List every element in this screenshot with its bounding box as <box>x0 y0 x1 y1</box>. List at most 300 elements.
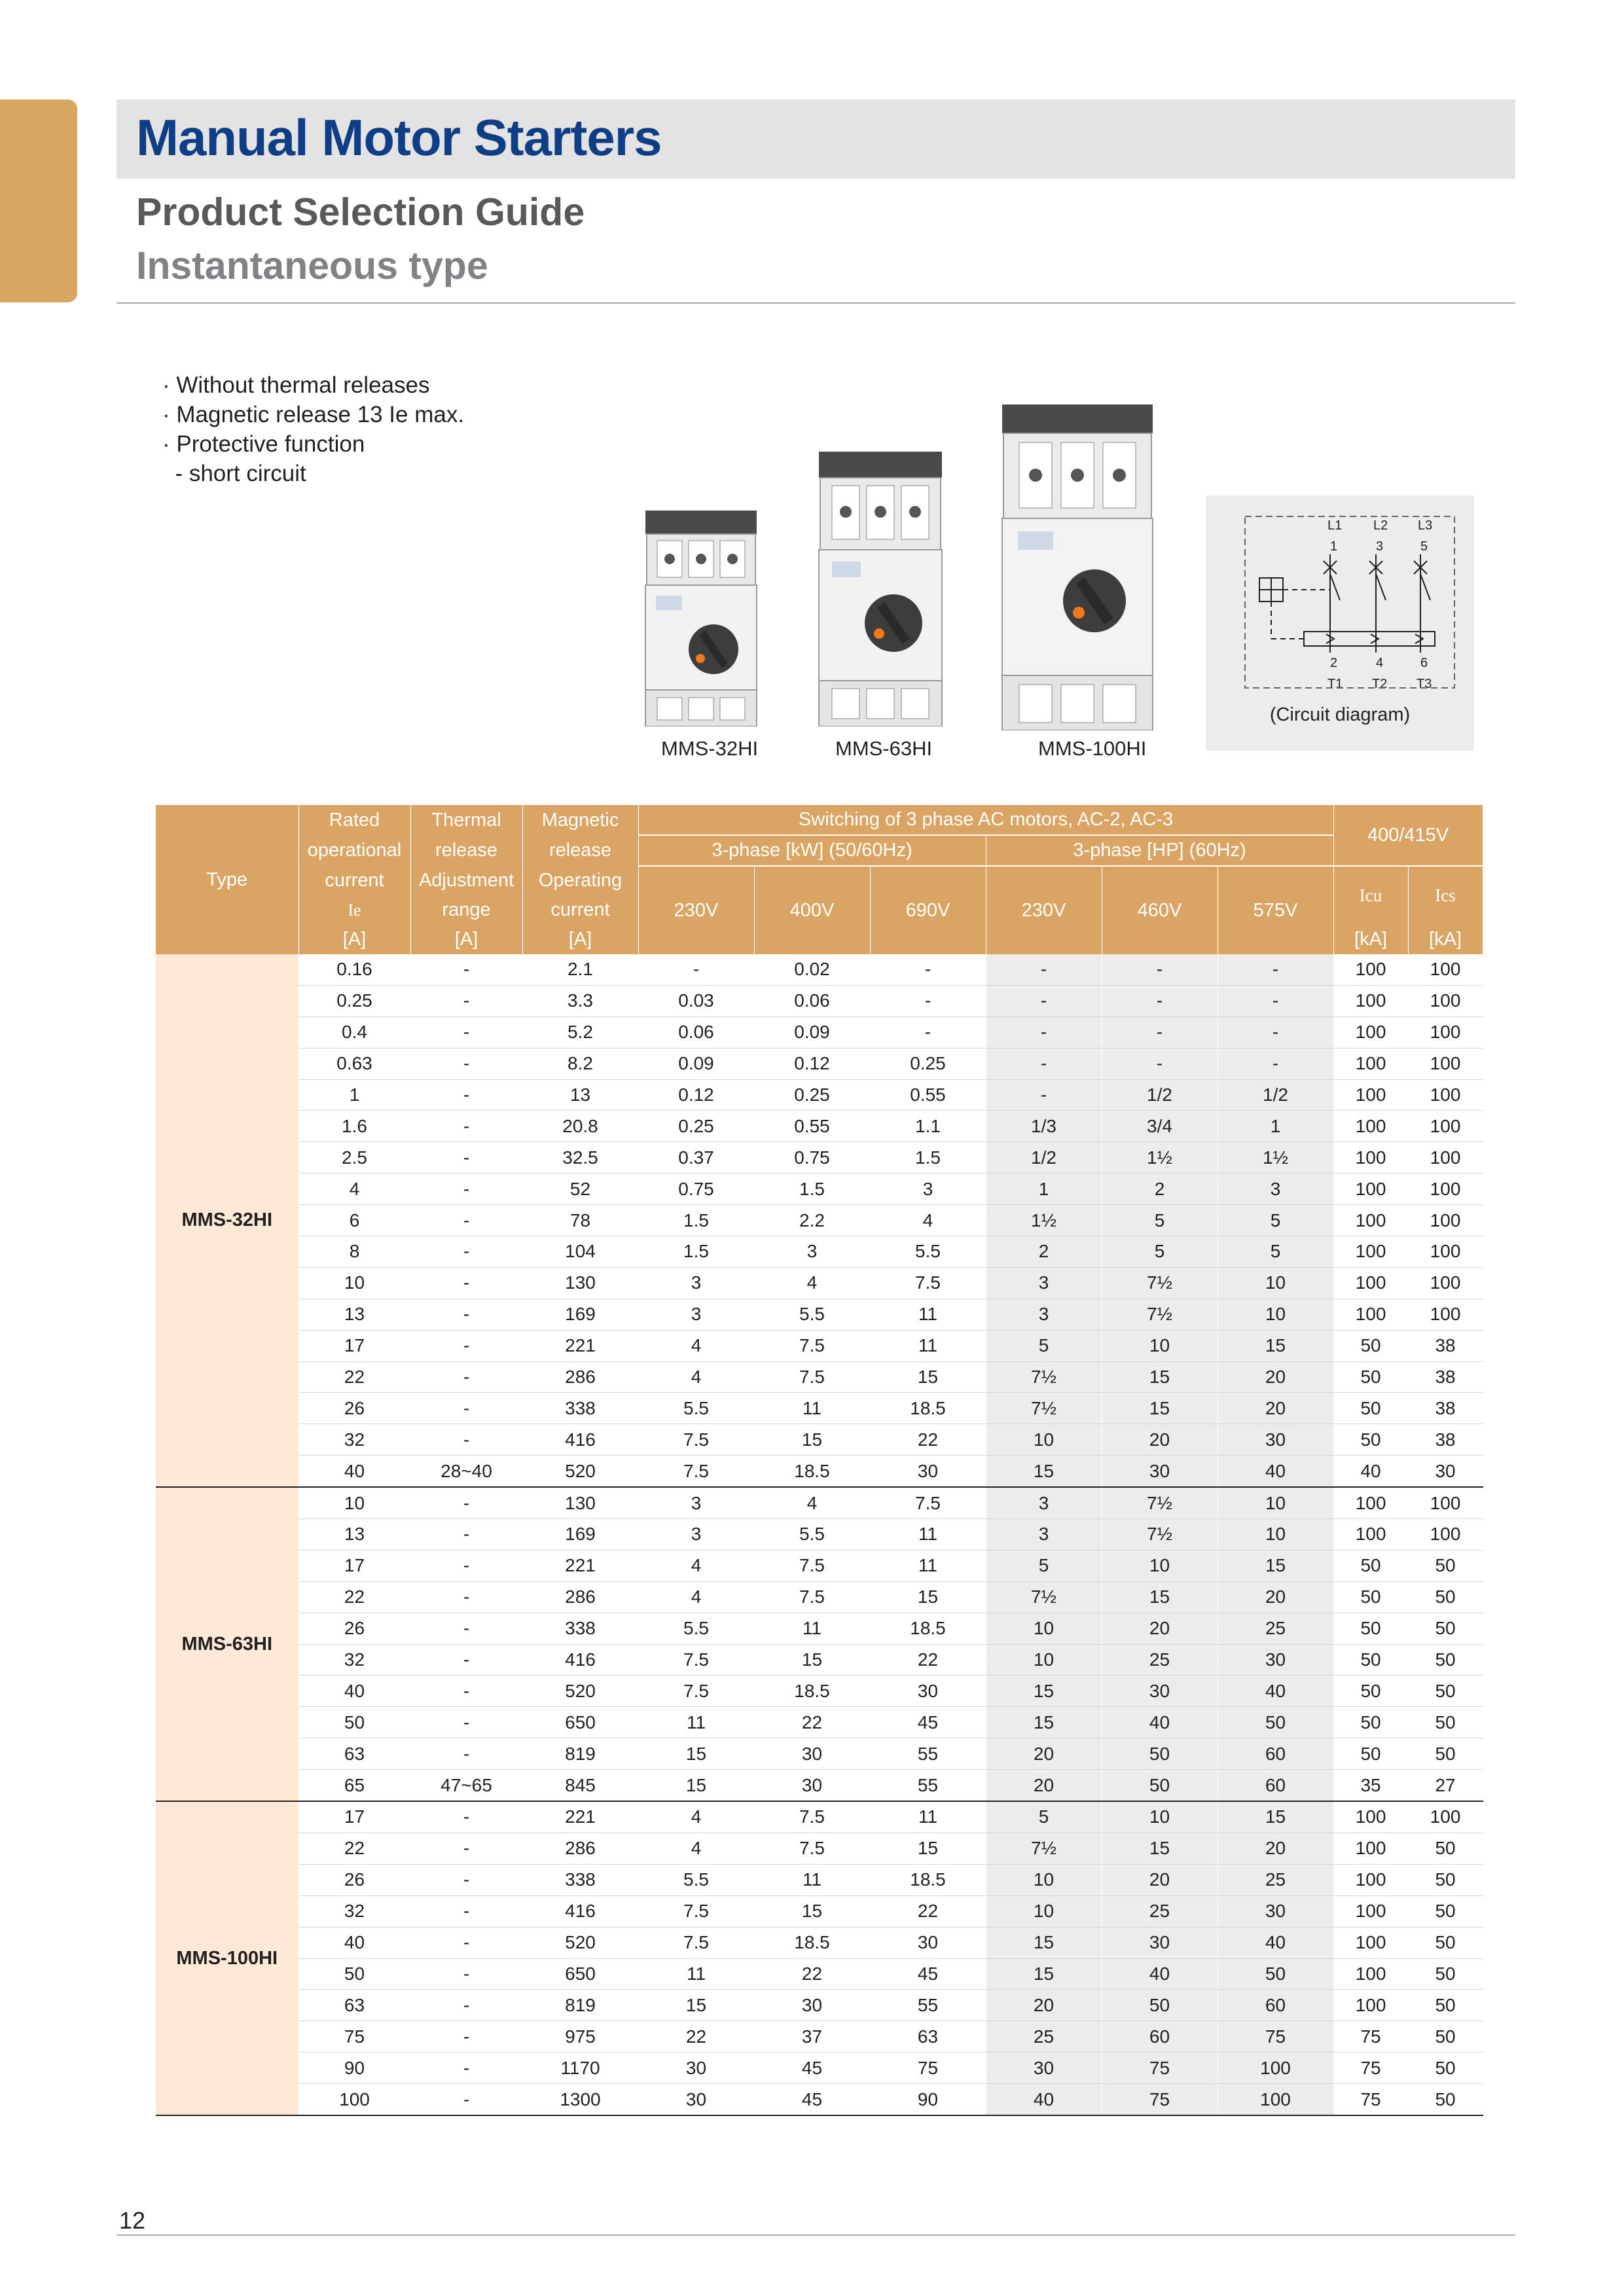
table-cell: 1.6 <box>298 1111 410 1142</box>
table-cell: 40 <box>298 1927 410 1958</box>
table-cell: 30 <box>1102 1456 1218 1487</box>
table-cell: 40 <box>1218 1456 1333 1487</box>
table-row <box>156 1299 1483 1330</box>
table-cell: 1/3 <box>986 1111 1102 1142</box>
table-cell: 13 <box>298 1519 410 1551</box>
table-cell: - <box>410 954 522 985</box>
table-cell: 22 <box>638 2021 754 2053</box>
table-cell: - <box>1218 1048 1333 1079</box>
table-cell: 10 <box>1102 1330 1218 1361</box>
circuit-label: L3 <box>1418 518 1433 533</box>
table-cell: - <box>410 1142 522 1174</box>
table-cell: - <box>870 985 986 1016</box>
table-row <box>156 1707 1483 1738</box>
table-cell: - <box>410 1487 522 1518</box>
table-cell: 100 <box>298 2084 410 2115</box>
table-cell: 819 <box>522 1738 638 1770</box>
table-cell: 7.5 <box>754 1833 870 1864</box>
table-cell: - <box>410 1174 522 1205</box>
table-cell: 100 <box>1408 1487 1483 1518</box>
table-cell: 100 <box>1333 1048 1408 1079</box>
table-cell: 25 <box>1102 1895 1218 1927</box>
table-cell: 6 <box>298 1205 410 1236</box>
table-cell: - <box>410 1424 522 1456</box>
table-header <box>156 805 1483 954</box>
feature-item: - short circuit <box>162 461 306 486</box>
table-cell: 0.55 <box>870 1079 986 1111</box>
table-cell: 7.5 <box>754 1361 870 1393</box>
table-cell: - <box>410 1801 522 1833</box>
table-cell: 4 <box>638 1330 754 1361</box>
table-cell: - <box>410 1550 522 1581</box>
table-cell: 63 <box>298 1990 410 2021</box>
table-cell: 0.02 <box>754 954 870 985</box>
table-cell: 0.75 <box>638 1174 754 1205</box>
table-cell: 819 <box>522 1990 638 2021</box>
page-title: Manual Motor Starters <box>136 109 662 166</box>
table-cell: 50 <box>1333 1330 1408 1361</box>
table-cell: 40 <box>1218 1927 1333 1958</box>
table-cell: 3.3 <box>522 985 638 1016</box>
table-row <box>156 1174 1483 1205</box>
table-cell: 0.16 <box>298 954 410 985</box>
table-cell: 0.09 <box>638 1048 754 1079</box>
table-cell: 338 <box>522 1613 638 1644</box>
table-cell: 1300 <box>522 2084 638 2115</box>
table-cell: 30 <box>870 1456 986 1487</box>
table-cell: 50 <box>1333 1424 1408 1456</box>
circuit-label: 1 <box>1330 539 1338 554</box>
table-cell: 50 <box>1408 1550 1483 1581</box>
table-cell: 100 <box>1333 1111 1408 1142</box>
table-cell: 38 <box>1408 1393 1483 1424</box>
table-cell: 15 <box>754 1895 870 1927</box>
table-cell: 25 <box>1218 1864 1333 1895</box>
table-row <box>156 1236 1483 1268</box>
table-cell: - <box>410 1581 522 1613</box>
table-cell: 15 <box>870 1833 986 1864</box>
table-cell: 18.5 <box>870 1613 986 1644</box>
table-cell: 3 <box>638 1487 754 1518</box>
table-cell: 7.5 <box>754 1581 870 1613</box>
table-cell: 15 <box>1102 1581 1218 1613</box>
table-cell: 1170 <box>522 2053 638 2084</box>
table-cell: 75 <box>1102 2053 1218 2084</box>
table-cell: 26 <box>298 1613 410 1644</box>
table-cell: 50 <box>1408 1613 1483 1644</box>
table-cell: 5 <box>986 1550 1102 1581</box>
table-cell: - <box>986 1016 1102 1048</box>
table-cell: 30 <box>1102 1676 1218 1707</box>
table-cell: 38 <box>1408 1424 1483 1456</box>
table-cell: 100 <box>1333 1990 1408 2021</box>
table-cell: 50 <box>1408 2084 1483 2115</box>
table-row <box>156 1111 1483 1142</box>
table-cell: 25 <box>986 2021 1102 2053</box>
table-cell: - <box>410 1895 522 1927</box>
table-cell: - <box>410 1864 522 1895</box>
table-body <box>156 954 1483 2115</box>
product-caption: MMS-100HI <box>1038 737 1147 760</box>
table-cell: 0.12 <box>754 1048 870 1079</box>
table-cell: 5 <box>1218 1205 1333 1236</box>
circuit-label: 4 <box>1376 656 1384 670</box>
table-cell: 20 <box>1218 1393 1333 1424</box>
circuit-label: 2 <box>1330 656 1338 670</box>
table-cell: 10 <box>1218 1299 1333 1330</box>
table-cell: 11 <box>638 1707 754 1738</box>
product-caption: MMS-32HI <box>661 737 759 760</box>
table-cell: 10 <box>1102 1550 1218 1581</box>
col-header-thermal: range <box>410 895 522 925</box>
feature-item: · Magnetic release 13 Ie max. <box>162 402 465 427</box>
table-cell: 22 <box>754 1958 870 1990</box>
table-row <box>156 1613 1483 1644</box>
table-cell: 0.06 <box>754 985 870 1016</box>
table-cell: 7.5 <box>870 1487 986 1518</box>
table-cell: 50 <box>1218 1958 1333 1990</box>
table-cell: 50 <box>1408 2021 1483 2053</box>
table-cell: 20 <box>1218 1581 1333 1613</box>
table-cell: 11 <box>870 1299 986 1330</box>
table-cell: 100 <box>1333 1895 1408 1927</box>
table-cell: - <box>1218 1016 1333 1048</box>
table-cell: 50 <box>1408 1927 1483 1958</box>
table-cell: 18.5 <box>754 1927 870 1958</box>
table-cell: 100 <box>1408 1048 1483 1079</box>
table-row <box>156 1519 1483 1551</box>
table-cell: 30 <box>638 2084 754 2115</box>
table-cell: 0.25 <box>870 1048 986 1079</box>
product-image-mms-32hi <box>643 511 759 726</box>
table-cell: 26 <box>298 1393 410 1424</box>
table-cell: 7.5 <box>638 1424 754 1456</box>
table-cell: 18.5 <box>870 1864 986 1895</box>
table-cell: 1/2 <box>1218 1079 1333 1111</box>
table-cell: 520 <box>522 1676 638 1707</box>
table-cell: 130 <box>522 1267 638 1299</box>
table-cell: 0.25 <box>754 1079 870 1111</box>
table-cell: 286 <box>522 1833 638 1864</box>
table-cell: 100 <box>1408 1801 1483 1833</box>
table-cell: 100 <box>1333 1016 1408 1048</box>
table-cell: 15 <box>754 1424 870 1456</box>
table-cell: 10 <box>298 1487 410 1518</box>
table-cell: 50 <box>1408 1738 1483 1770</box>
table-cell: 11 <box>870 1550 986 1581</box>
table-cell: 75 <box>1333 2084 1408 2115</box>
table-cell: 2 <box>986 1236 1102 1268</box>
table-cell: 60 <box>1102 2021 1218 2053</box>
table-cell: 52 <box>522 1174 638 1205</box>
table-cell: 2.5 <box>298 1142 410 1174</box>
table-cell: 100 <box>1218 2084 1333 2115</box>
table-cell: 7.5 <box>754 1801 870 1833</box>
table-cell: 11 <box>870 1330 986 1361</box>
table-cell: 50 <box>1218 1707 1333 1738</box>
table-cell: 11 <box>870 1519 986 1551</box>
table-cell: - <box>410 1330 522 1361</box>
table-cell: 4 <box>754 1267 870 1299</box>
table-cell: 50 <box>1333 1550 1408 1581</box>
table-cell: 520 <box>522 1927 638 1958</box>
table-cell: 4 <box>638 1581 754 1613</box>
table-cell: 11 <box>638 1958 754 1990</box>
table-cell: 30 <box>754 1990 870 2021</box>
table-cell: 100 <box>1408 1142 1483 1174</box>
table-cell: 7½ <box>1102 1519 1218 1551</box>
table-cell: 20 <box>1102 1864 1218 1895</box>
table-cell: 50 <box>1102 1738 1218 1770</box>
table-cell: 100 <box>1408 1016 1483 1048</box>
table-cell: 7.5 <box>754 1330 870 1361</box>
table-cell: 4 <box>638 1361 754 1393</box>
table-cell: 7.5 <box>638 1927 754 1958</box>
col-header-type: Type <box>156 805 298 954</box>
table-cell: 22 <box>870 1895 986 1927</box>
table-cell: 100 <box>1333 1205 1408 1236</box>
table-cell: 7½ <box>986 1361 1102 1393</box>
table-cell: 15 <box>986 1456 1102 1487</box>
table-cell: 100 <box>1333 1267 1408 1299</box>
table-row <box>156 1738 1483 1770</box>
table-cell: 30 <box>870 1927 986 1958</box>
table-cell: 10 <box>986 1895 1102 1927</box>
table-cell: 50 <box>1408 1833 1483 1864</box>
table-cell: 50 <box>298 1707 410 1738</box>
table-cell: 40 <box>1102 1958 1218 1990</box>
table-cell: 30 <box>1102 1927 1218 1958</box>
table-cell: - <box>410 1361 522 1393</box>
table-cell: 100 <box>1408 1111 1483 1142</box>
table-cell: 0.25 <box>298 985 410 1016</box>
table-cell: 30 <box>870 1676 986 1707</box>
circuit-diagram <box>1206 495 1474 698</box>
table-cell: 38 <box>1408 1361 1483 1393</box>
table-cell: - <box>410 1079 522 1111</box>
table-cell: 30 <box>638 2053 754 2084</box>
table-cell: 15 <box>870 1361 986 1393</box>
table-cell: 30 <box>754 1770 870 1801</box>
table-cell: 50 <box>1408 1676 1483 1707</box>
table-cell: 20 <box>1218 1361 1333 1393</box>
table-cell: - <box>638 954 754 985</box>
type-cell: MMS-32HI <box>156 954 298 1487</box>
table-row <box>156 2053 1483 2084</box>
col-header-thermal: Thermal <box>410 805 522 835</box>
table-cell: - <box>410 2053 522 2084</box>
section-title: Instantaneous type <box>136 244 488 287</box>
table-cell: 7½ <box>986 1581 1102 1613</box>
table-cell: - <box>410 1267 522 1299</box>
table-cell: 1.5 <box>638 1236 754 1268</box>
table-row <box>156 1361 1483 1393</box>
table-cell: - <box>410 1958 522 1990</box>
table-cell: 35 <box>1333 1770 1408 1801</box>
table-cell: 30 <box>1218 1424 1333 1456</box>
col-header-thermal: [A] <box>410 925 522 954</box>
page-subtitle: Product Selection Guide <box>136 190 585 234</box>
table-cell: 5.5 <box>754 1519 870 1551</box>
table-cell: - <box>410 1048 522 1079</box>
table-row <box>156 1267 1483 1299</box>
table-cell: 75 <box>298 2021 410 2053</box>
table-row <box>156 1079 1483 1111</box>
table-cell: 32 <box>298 1424 410 1456</box>
table-cell: 416 <box>522 1644 638 1676</box>
table-cell: 50 <box>1408 1958 1483 1990</box>
table-cell: 18.5 <box>754 1456 870 1487</box>
table-cell: 50 <box>1408 1864 1483 1895</box>
footer-divider <box>117 2234 1515 2236</box>
table-row <box>156 1958 1483 1990</box>
table-cell: 4 <box>638 1550 754 1581</box>
table-cell: 1.5 <box>638 1205 754 1236</box>
table-cell: 1½ <box>1218 1142 1333 1174</box>
table-row <box>156 2084 1483 2115</box>
table-cell: - <box>410 1111 522 1142</box>
table-cell: 75 <box>870 2053 986 2084</box>
table-cell: 1 <box>986 1174 1102 1205</box>
table-cell: 100 <box>1333 1864 1408 1895</box>
table-cell: 55 <box>870 1770 986 1801</box>
col-header-rated: current <box>298 866 410 895</box>
table-cell: - <box>410 1990 522 2021</box>
table-cell: 18.5 <box>754 1676 870 1707</box>
feature-item: · Without thermal releases <box>162 372 430 398</box>
table-cell: 20 <box>986 1770 1102 1801</box>
table-cell: 0.25 <box>638 1111 754 1142</box>
table-cell: 5.5 <box>638 1864 754 1895</box>
table-cell: 0.03 <box>638 985 754 1016</box>
table-cell: 15 <box>1102 1393 1218 1424</box>
table-cell: 100 <box>1408 954 1483 985</box>
table-cell: 100 <box>1408 1205 1483 1236</box>
table-cell: 15 <box>1218 1550 1333 1581</box>
product-image-mms-63hi <box>816 452 945 726</box>
header-divider <box>117 302 1515 304</box>
table-cell: 7½ <box>1102 1487 1218 1518</box>
table-cell: 3 <box>870 1174 986 1205</box>
table-cell: - <box>410 1613 522 1644</box>
table-cell: 50 <box>1408 1581 1483 1613</box>
table-cell: - <box>410 1205 522 1236</box>
table-cell: 40 <box>1333 1456 1408 1487</box>
table-cell: 100 <box>1408 1079 1483 1111</box>
table-cell: 11 <box>870 1801 986 1833</box>
feature-item: · Protective function <box>162 431 365 457</box>
table-cell: 50 <box>1408 1644 1483 1676</box>
feature-list <box>162 370 464 488</box>
table-cell: 50 <box>298 1958 410 1990</box>
table-cell: 32.5 <box>522 1142 638 1174</box>
table-cell: 7½ <box>986 1833 1102 1864</box>
table-cell: 100 <box>1333 1487 1408 1518</box>
table-cell: - <box>986 985 1102 1016</box>
col-header-magnetic: Operating <box>522 866 638 895</box>
col-header-magnetic: [A] <box>522 925 638 954</box>
circuit-label: 3 <box>1376 539 1384 554</box>
table-cell: 100 <box>1408 985 1483 1016</box>
table-cell: 17 <box>298 1801 410 1833</box>
table-cell: 169 <box>522 1299 638 1330</box>
table-cell: - <box>410 1393 522 1424</box>
table-cell: 20.8 <box>522 1111 638 1142</box>
table-cell: 30 <box>754 1738 870 1770</box>
table-cell: 7.5 <box>638 1456 754 1487</box>
table-cell: 100 <box>1333 1927 1408 1958</box>
table-cell: 416 <box>522 1895 638 1927</box>
table-cell: 3 <box>986 1267 1102 1299</box>
table-cell: 15 <box>638 1738 754 1770</box>
table-cell: 50 <box>1333 1613 1408 1644</box>
table-row <box>156 1142 1483 1174</box>
table-cell: 10 <box>1218 1487 1333 1518</box>
table-cell: 1½ <box>986 1205 1102 1236</box>
table-cell: 100 <box>1408 1174 1483 1205</box>
table-cell: 100 <box>1218 2053 1333 2084</box>
table-cell: - <box>986 1079 1102 1111</box>
table-cell: 10 <box>1102 1801 1218 1833</box>
col-header-magnetic: current <box>522 895 638 925</box>
table-cell: 7.5 <box>754 1550 870 1581</box>
table-cell: 100 <box>1408 1519 1483 1551</box>
table-cell: 22 <box>298 1361 410 1393</box>
table-cell: 15 <box>1218 1801 1333 1833</box>
table-cell: 1.1 <box>870 1111 986 1142</box>
table-cell: 22 <box>870 1644 986 1676</box>
table-cell: 130 <box>522 1487 638 1518</box>
table-cell: 50 <box>1408 1707 1483 1738</box>
table-cell: 75 <box>1333 2053 1408 2084</box>
table-cell: 50 <box>1408 2053 1483 2084</box>
table-cell: 45 <box>870 1707 986 1738</box>
table-row <box>156 1801 1483 1833</box>
table-cell: 15 <box>1102 1833 1218 1864</box>
table-cell: 3 <box>638 1267 754 1299</box>
circuit-label: T1 <box>1327 677 1343 691</box>
table-cell: 10 <box>986 1644 1102 1676</box>
table-cell: 30 <box>1218 1895 1333 1927</box>
table-cell: 11 <box>754 1864 870 1895</box>
table-row <box>156 1770 1483 1801</box>
table-cell: 0.75 <box>754 1142 870 1174</box>
table-cell: 30 <box>1408 1456 1483 1487</box>
table-cell: 60 <box>1218 1770 1333 1801</box>
table-cell: 0.06 <box>638 1016 754 1048</box>
table-cell: 28~40 <box>410 1456 522 1487</box>
circuit-label: L1 <box>1327 518 1343 533</box>
table-cell: - <box>1102 1048 1218 1079</box>
table-cell: 7.5 <box>870 1267 986 1299</box>
table-cell: 78 <box>522 1205 638 1236</box>
circuit-caption: (Circuit diagram) <box>1269 704 1411 725</box>
table-cell: - <box>1218 954 1333 985</box>
table-cell: 50 <box>1333 1707 1408 1738</box>
table-cell: 0.4 <box>298 1016 410 1048</box>
table-cell: 100 <box>1408 1236 1483 1268</box>
table-cell: 63 <box>298 1738 410 1770</box>
table-cell: 5 <box>986 1801 1102 1833</box>
table-cell: 520 <box>522 1456 638 1487</box>
table-cell: 7½ <box>1102 1299 1218 1330</box>
table-cell: 15 <box>986 1958 1102 1990</box>
page-number: 12 <box>119 2207 146 2234</box>
type-cell: MMS-63HI <box>156 1487 298 1801</box>
table-cell: 45 <box>754 2084 870 2115</box>
table-cell: - <box>1102 1016 1218 1048</box>
col-header-magnetic: release <box>522 835 638 866</box>
